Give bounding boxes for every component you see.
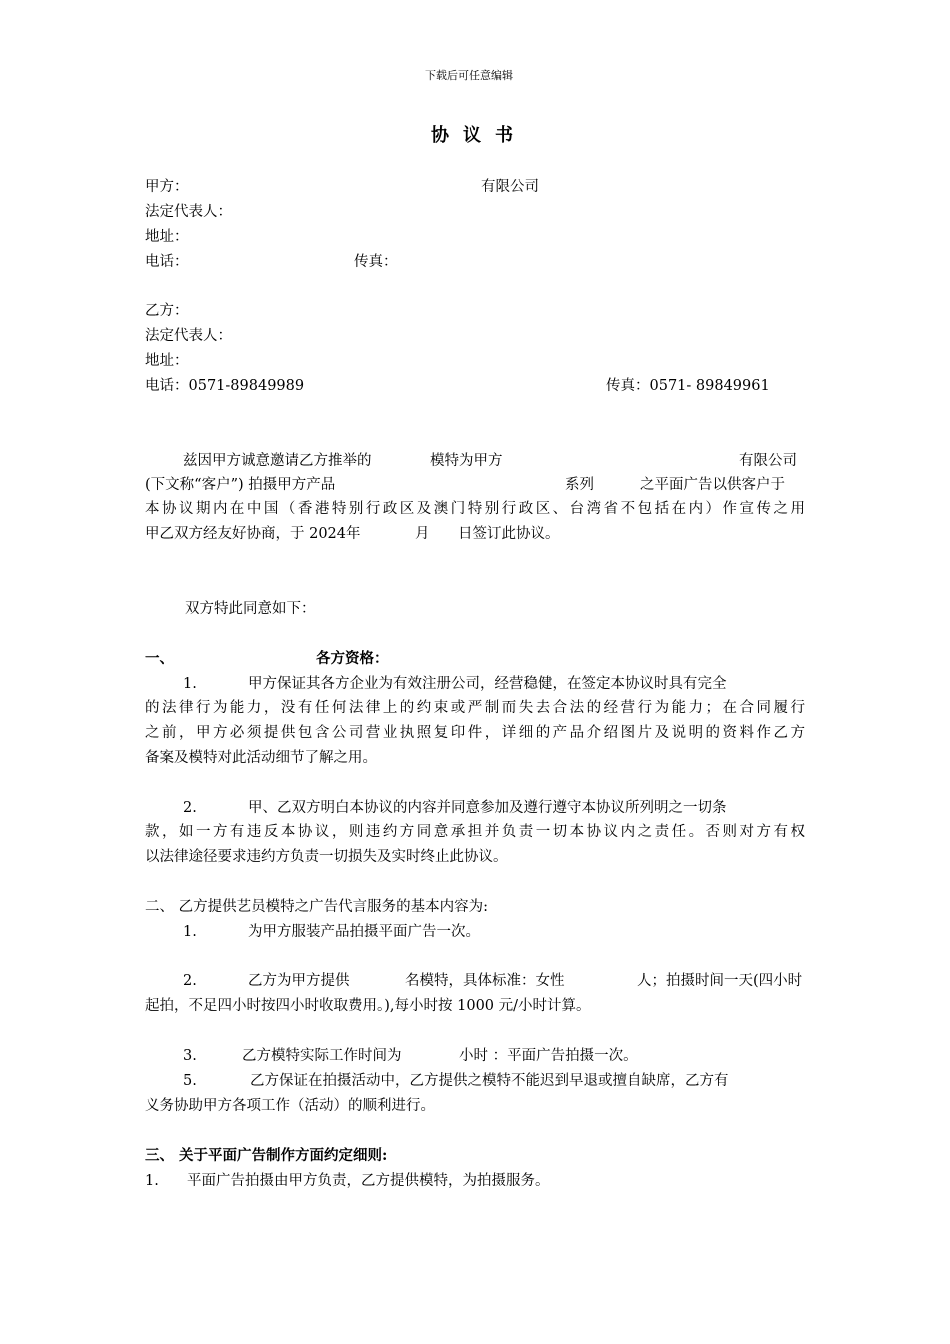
section3-heading: 三、 关于平面广告制作方面约定细则: [145,1147,388,1164]
party-b-address-label: 地址： [145,353,189,369]
section1-item2-line1: 甲、乙双方明白本协议的内容并同意参加及遵行遵守本协议所列明之一切条 [248,800,727,816]
party-a-rep-label: 法定代表人： [145,204,232,220]
section1-item1-line3: 之前，甲方必须提供包含公司营业执照复印件，详细的产品介绍图片及说明的资料作乙方 [145,725,805,741]
party-b-rep-label: 法定代表人： [145,328,232,344]
intro-line1-part3: 有限公司 [739,453,797,469]
header-note: 下载后可任意编辑 [425,69,513,82]
section2-item2-line1-part3: 人；拍摄时间一天(四小时 [637,973,803,989]
agree-line: 双方特此同意如下： [185,601,316,617]
section2-item1-number: 1. [183,924,197,940]
section2-item2-number: 2. [183,973,197,989]
party-a-address-label: 地址： [145,229,189,245]
party-b-label: 乙方： [145,303,189,319]
intro-line4-part1: 甲乙双方经友好协商，于 2024年 [145,526,361,542]
section1-item2-line3: 以法律途径要求违约方负责一切损失及实时终止此协议。 [145,849,508,865]
party-b-fax: 传真：0571- 89849961 [606,378,770,394]
intro-line4-part3: 日签订此协议。 [458,526,560,542]
intro-line1-part1: 兹因甲方诚意邀请乙方推举的 [183,453,372,469]
party-b-phone: 电话：0571-89849989 [145,378,305,394]
section2-item3-part1: 乙方模特实际工作时间为 [242,1048,402,1064]
party-a-phone-label: 电话： [145,254,189,270]
intro-line2-part1: (下文称“客户”) 拍摄甲方产品 [145,477,336,493]
section1-item1-number: 1. [183,676,197,692]
intro-line4-part2: 月 [415,526,430,542]
section1-item1-line1: 甲方保证其各方企业为有效注册公司，经营稳健，在签定本协议时具有完全 [248,676,727,692]
section1-item1-line2: 的法律行为能力，没有任何法律上的约束或严制而失去合法的经营行为能力；在合同履行 [145,700,805,716]
intro-line2-part3: 之平面广告以供客户于 [640,477,785,493]
section2-item2-line2: 起拍，不足四小时按四小时收取费用。),每小时按 1000 元/小时计算。 [145,998,591,1014]
section2-heading: 二、 乙方提供艺员模特之广告代言服务的基本内容为: [145,899,488,915]
section2-item5-line2: 义务协助甲方各项工作（活动）的顺利进行。 [145,1098,435,1114]
section1-number: 一、 [145,650,174,667]
section3-item1-number: 1. [145,1173,159,1189]
section1-item2-number: 2. [183,800,197,816]
section1-title: 各方资格： [316,650,389,667]
section2-item2-line1-part1: 乙方为甲方提供 [248,973,350,989]
section2-item5-line1: 乙方保证在拍摄活动中，乙方提供之模特不能迟到早退或擅自缺席，乙方有 [250,1073,729,1089]
intro-line3: 本协议期内在中国（香港特别行政区及澳门特别行政区、台湾省不包括在内）作宣传之用 [145,501,805,517]
section3-item1-text: 平面广告拍摄由甲方负责，乙方提供模特，为拍摄服务。 [187,1173,550,1189]
section2-item1-text: 为甲方服装产品拍摄平面广告一次。 [248,924,480,940]
section2-item3-part2: 小时 ：平面广告拍摄一次。 [459,1048,638,1064]
intro-line1-part2: 模特为甲方 [430,453,503,469]
section2-item3-number: 3. [183,1048,197,1064]
section2-item5-number: 5. [183,1073,197,1089]
party-a-company-suffix: 有限公司 [481,179,539,195]
section1-item1-line4: 备案及模特对此活动细节了解之用。 [145,750,377,766]
party-a-label: 甲方： [145,179,189,195]
document-title: 协议书 [431,125,527,146]
intro-line2-part2: 系列 [565,477,594,493]
section2-item2-line1-part2: 名模特，具体标准：女性 [405,973,565,989]
section1-item2-line2: 款，如一方有违反本协议，则违约方同意承担并负责一切本协议内之责任。否则对方有权 [145,824,805,840]
party-a-fax-label: 传真： [354,254,398,270]
